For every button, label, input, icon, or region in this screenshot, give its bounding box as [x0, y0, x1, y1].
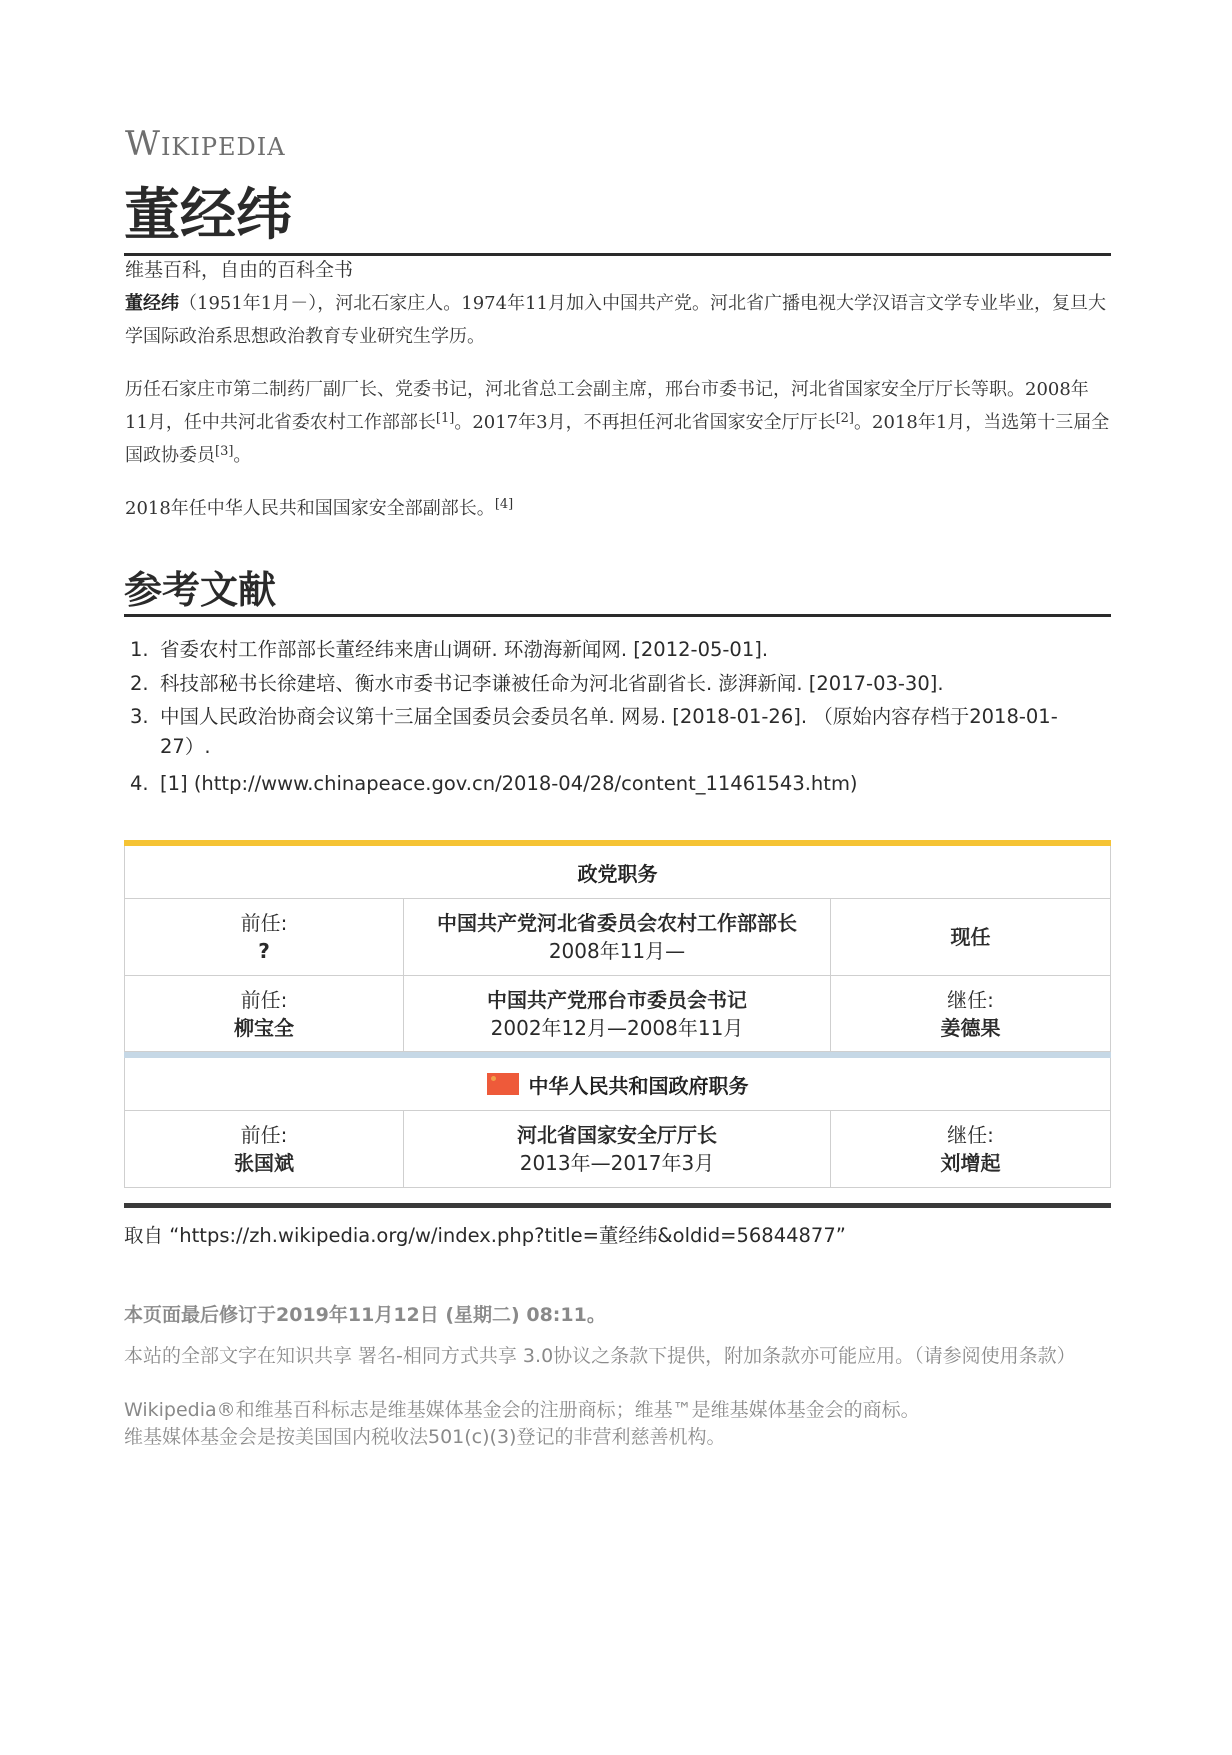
- references-divider: [124, 614, 1111, 617]
- last-modified: 本页面最后修订于2019年11月12日 (星期二) 08:11。: [124, 1304, 606, 1326]
- license-text[interactable]: 本站的全部文字在知识共享 署名-相同方式共享 3.0协议之条款下提供，附加条款亦可能应用。（请参阅使用条款）: [124, 1345, 1076, 1367]
- successor-name[interactable]: 刘增起: [940, 1151, 1001, 1175]
- reference-item[interactable]: [130, 668, 1105, 700]
- successor-label: 继任:: [947, 1123, 994, 1147]
- gov-section-title: 中华人民共和国政府职务: [528, 1073, 749, 1098]
- title-divider: [124, 253, 1111, 256]
- reference-item[interactable]: [130, 634, 1105, 666]
- predecessor-name: ?: [258, 939, 270, 963]
- career-text-2: 。2017年3月，不再担任河北省国家安全厅厅长: [454, 412, 836, 433]
- source-link[interactable]: 取自 “https://zh.wikipedia.org/w/index.php?title=董经纬&oldid=56844877”: [124, 1224, 846, 1247]
- reference-text[interactable]: 省委农村工作部部长董经纬来唐山调研. 环渤海新闻网. [2012-05-01].: [160, 638, 769, 661]
- successor-name[interactable]: 姜德果: [940, 1015, 1001, 1040]
- successor-cell: [831, 899, 1110, 975]
- succession-row: [124, 976, 1111, 1052]
- tagline: 维基百科，自由的百科全书: [125, 259, 354, 281]
- succession-row: [124, 899, 1111, 976]
- office-term: 2002年12月—2008年11月: [490, 1015, 744, 1040]
- career-text-3: 。2018年1月，当选第十三届全国政协委员: [125, 412, 1110, 466]
- succession-row: [124, 1111, 1111, 1188]
- office-term: 2013年—2017年3月: [519, 1151, 715, 1175]
- content-end-divider: [124, 1203, 1111, 1208]
- citation-link[interactable]: [3]: [215, 444, 234, 459]
- intro-paragraph: [125, 287, 1110, 353]
- citation-link[interactable]: [4]: [494, 497, 514, 512]
- office-term: 2008年11月—: [548, 939, 686, 963]
- gov-section-header: [124, 1058, 1111, 1111]
- career-text-4: 。: [233, 445, 252, 466]
- predecessor-cell: [125, 1111, 404, 1187]
- party-section-title: 政党职务: [577, 861, 658, 886]
- predecessor-label: 前任:: [240, 987, 288, 1012]
- citation-link[interactable]: [1]: [435, 411, 455, 426]
- subject-name: 董经纬: [125, 293, 179, 314]
- current-role-paragraph: [125, 492, 1110, 525]
- predecessor-name[interactable]: 柳宝全: [234, 1015, 294, 1040]
- predecessor-cell: [125, 899, 404, 975]
- nonprofit-text: 维基媒体基金会是按美国国内税收法501(c)(3)登记的非营利慈善机构。: [124, 1426, 726, 1448]
- office-cell: [404, 976, 831, 1051]
- current-role-text: 2018年任中华人民共和国国家安全部副部长。: [125, 498, 495, 519]
- trademark-text: Wikipedia®和维基百科标志是维基媒体基金会的注册商标；维基™是维基媒体基金会的商标。: [124, 1399, 920, 1421]
- predecessor-label: 前任:: [240, 1123, 288, 1147]
- reference-item[interactable]: [130, 768, 1105, 800]
- references-list: [130, 634, 1105, 802]
- predecessor-label: 前任:: [240, 911, 288, 935]
- successor-cell: [831, 976, 1110, 1051]
- successor-name: 现任: [950, 925, 991, 949]
- successor-label: 继任:: [947, 987, 994, 1012]
- office-cell: [404, 899, 831, 975]
- china-flag-icon: [487, 1073, 519, 1095]
- office-cell: [404, 1111, 831, 1187]
- reference-number: 4.: [130, 772, 149, 795]
- reference-text[interactable]: [1] (http://www.chinapeace.gov.cn/2018-04/28/content_11461543.htm): [160, 772, 858, 795]
- office-title[interactable]: 中国共产党河北省委员会农村工作部部长: [437, 911, 797, 935]
- citation-link[interactable]: [2]: [835, 411, 855, 426]
- career-text-1: 历任石家庄市第二制药厂副厂长、党委书记，河北省总工会副主席，邢台市委书记，河北省国家安全厅厅长等职。2008年11月，任中共河北省委农村工作部部长: [125, 379, 1089, 433]
- wikipedia-logo[interactable]: Wikipedia: [125, 124, 286, 164]
- intro-text: （1951年1月－），河北石家庄人。1974年11月加入中国共产党。河北省广播电视大学汉语言文学专业毕业，复旦大学国际政治系思想政治教育专业研究生学历。: [125, 293, 1106, 347]
- predecessor-cell: [125, 976, 404, 1051]
- office-title[interactable]: 河北省国家安全厅厅长: [517, 1123, 717, 1147]
- reference-item[interactable]: [130, 702, 1105, 762]
- party-section-header: [124, 846, 1111, 899]
- succession-box: [124, 840, 1111, 1188]
- career-paragraph: [125, 373, 1110, 472]
- reference-number: 1.: [130, 638, 149, 661]
- page-title: 董经纬: [124, 183, 292, 248]
- gov-section-title-wrap: [125, 1058, 1110, 1110]
- reference-text[interactable]: 科技部秘书长徐建培、衡水市委书记李谦被任命为河北省副省长. 澎湃新闻. [2017-03-30].: [160, 672, 944, 695]
- predecessor-name[interactable]: 张国斌: [234, 1151, 294, 1175]
- reference-number: 2.: [130, 672, 149, 695]
- reference-number: 3.: [130, 705, 149, 728]
- references-heading: 参考文献: [124, 568, 277, 612]
- successor-cell: [831, 1111, 1110, 1187]
- office-title[interactable]: 中国共产党邢台市委员会书记: [487, 987, 747, 1012]
- reference-text[interactable]: 中国人民政治协商会议第十三届全国委员会委员名单. 网易. [2018-01-26]. （原始内容存档于2018-01-27）.: [160, 705, 1058, 758]
